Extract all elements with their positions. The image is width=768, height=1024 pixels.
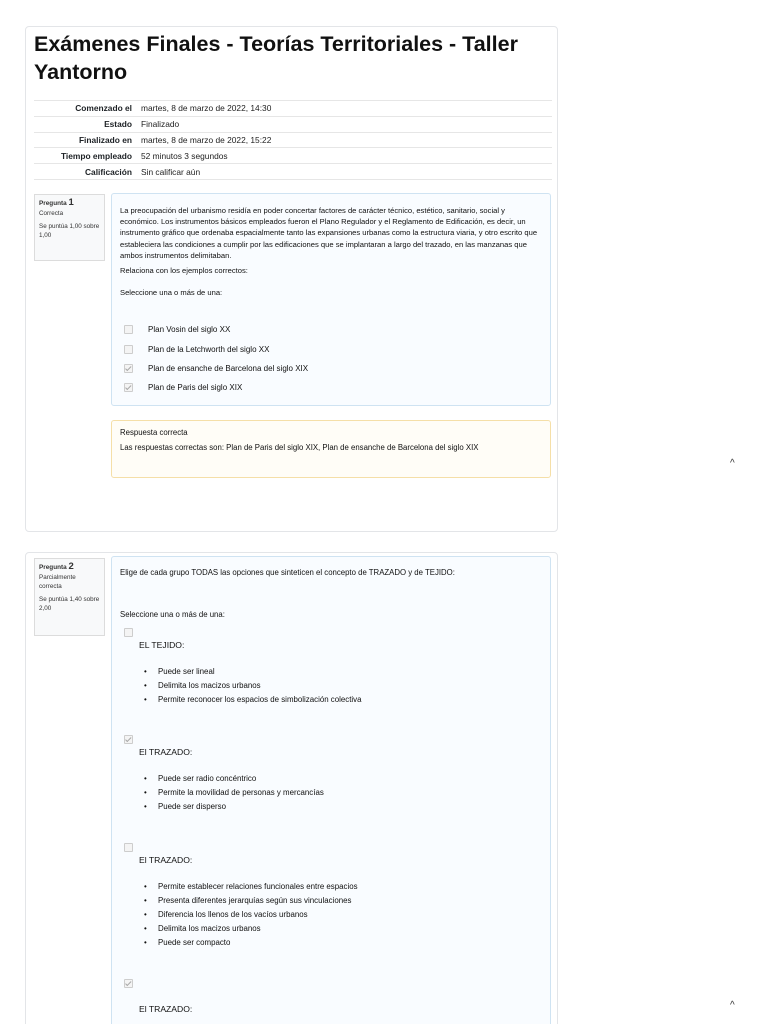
summary-label: Tiempo empleado bbox=[34, 148, 136, 164]
question-1-info bbox=[34, 194, 105, 261]
question-number: Pregunta 1 bbox=[39, 197, 74, 208]
question-2-info bbox=[34, 558, 105, 636]
list-item: • Permite establecer relaciones funcionales entre espacios bbox=[140, 880, 358, 894]
list-item: • Diferencia los llenos de los vacíos urbanos bbox=[140, 908, 358, 922]
option-plan-paris[interactable] bbox=[124, 383, 242, 392]
option-3-list bbox=[140, 880, 358, 950]
list-item: • Puede ser disperso bbox=[140, 800, 324, 814]
summary-row-started bbox=[34, 101, 552, 117]
summary-value: martes, 8 de marzo de 2022, 15:22 bbox=[136, 132, 552, 148]
checkbox-checked[interactable] bbox=[124, 979, 133, 988]
checkbox[interactable] bbox=[124, 843, 133, 852]
select-instruction: Seleccione una o más de una: bbox=[120, 288, 223, 298]
summary-label: Calificación bbox=[34, 164, 136, 180]
scroll-up-icon[interactable]: ^ bbox=[730, 1000, 735, 1011]
question-prompt: Relaciona con los ejemplos correctos: bbox=[120, 266, 248, 276]
option-label: Plan de ensanche de Barcelona del siglo XIX bbox=[148, 364, 309, 373]
summary-row-state bbox=[34, 116, 552, 132]
checkbox[interactable] bbox=[124, 628, 133, 637]
feedback-title: Respuesta correcta bbox=[120, 428, 188, 437]
checkbox-checked[interactable] bbox=[124, 383, 133, 392]
checkbox-checked[interactable] bbox=[124, 364, 133, 373]
question-1-content bbox=[111, 193, 551, 406]
option-plan-barcelona[interactable] bbox=[124, 364, 308, 373]
option-label: Plan de Paris del siglo XIX bbox=[148, 383, 243, 392]
list-item: • Delimita los macizos urbanos bbox=[140, 922, 358, 936]
option-title: El TRAZADO: bbox=[139, 855, 193, 865]
option-label: Plan Vosin del siglo XX bbox=[148, 325, 231, 334]
list-item: • Puede ser compacto bbox=[140, 936, 358, 950]
list-item: • Delimita los macizos urbanos bbox=[140, 679, 362, 693]
list-item: • Puede ser lineal bbox=[140, 665, 362, 679]
list-item: • Presenta diferentes jerarquías según sus vinculaciones bbox=[140, 894, 358, 908]
page-title: Exámenes Finales - Teorías Territoriales - Taller Yantorno bbox=[34, 32, 518, 84]
checkbox-checked[interactable] bbox=[124, 735, 133, 744]
question-grade: Se puntúa 1,40 sobre 2,00 bbox=[39, 596, 100, 612]
summary-value: martes, 8 de marzo de 2022, 14:30 bbox=[136, 101, 552, 117]
option-plan-letchworth[interactable] bbox=[124, 345, 269, 354]
summary-value: Finalizado bbox=[136, 116, 552, 132]
summary-value: Sin calificar aún bbox=[136, 164, 552, 180]
option-title: El TRAZADO: bbox=[139, 747, 193, 757]
summary-row-time-taken bbox=[34, 148, 552, 164]
checkbox[interactable] bbox=[124, 345, 133, 354]
question-grade: Se puntúa 1,00 sobre 1,00 bbox=[39, 223, 100, 239]
question-state: Correcta bbox=[39, 210, 64, 217]
scroll-up-icon[interactable]: ^ bbox=[730, 458, 735, 469]
summary-row-grade bbox=[34, 164, 552, 180]
feedback-text: Las respuestas correctas son: Plan de Paris del siglo XIX, Plan de ensanche de Barcelona del siglo XIX bbox=[120, 443, 479, 453]
question-number: Pregunta 2 bbox=[39, 561, 74, 572]
attempt-summary-table bbox=[34, 100, 552, 180]
option-2-list bbox=[140, 772, 324, 814]
summary-label: Finalizado en bbox=[34, 132, 136, 148]
option-title: El TRAZADO: bbox=[139, 1004, 193, 1014]
question-1-feedback bbox=[111, 420, 551, 478]
option-plan-vosin[interactable] bbox=[124, 325, 230, 334]
list-item: • Permite reconocer los espacios de simbolización colectiva bbox=[140, 693, 362, 707]
question-text: Elige de cada grupo TODAS las opciones que sinteticen el concepto de TRAZADO y de TEJIDO: bbox=[120, 568, 455, 577]
summary-label: Comenzado el bbox=[34, 101, 136, 117]
question-text: La preocupación del urbanismo residía en poder concertar factores de carácter técnico, estético, sanitario, social y económico. Los instrumentos básicos empleados fueron el Plano Regulador y el Reglamento de Edificación, es decir, un instrumento gráfico que ordenaba espacialmente tanto las expansiones urbanas como la estructura viaria, y otro escrito que estableciera las condiciones a cumplir por las edificaciones que se implantaran a largo del trazado, en las manzanas que ambos instrumentos delimitaban. bbox=[120, 206, 538, 260]
question-state: Parcialmente correcta bbox=[39, 574, 76, 590]
option-1-list bbox=[140, 665, 362, 707]
list-item: • Puede ser radio concéntrico bbox=[140, 772, 324, 786]
checkbox[interactable] bbox=[124, 325, 133, 334]
summary-label: Estado bbox=[34, 116, 136, 132]
summary-value: 52 minutos 3 segundos bbox=[136, 148, 552, 164]
select-instruction: Seleccione una o más de una: bbox=[120, 610, 225, 619]
summary-row-finished bbox=[34, 132, 552, 148]
option-title: EL TEJIDO: bbox=[139, 640, 185, 650]
list-item: • Permite la movilidad de personas y mercancías bbox=[140, 786, 324, 800]
option-label: Plan de la Letchworth del siglo XX bbox=[148, 345, 270, 354]
